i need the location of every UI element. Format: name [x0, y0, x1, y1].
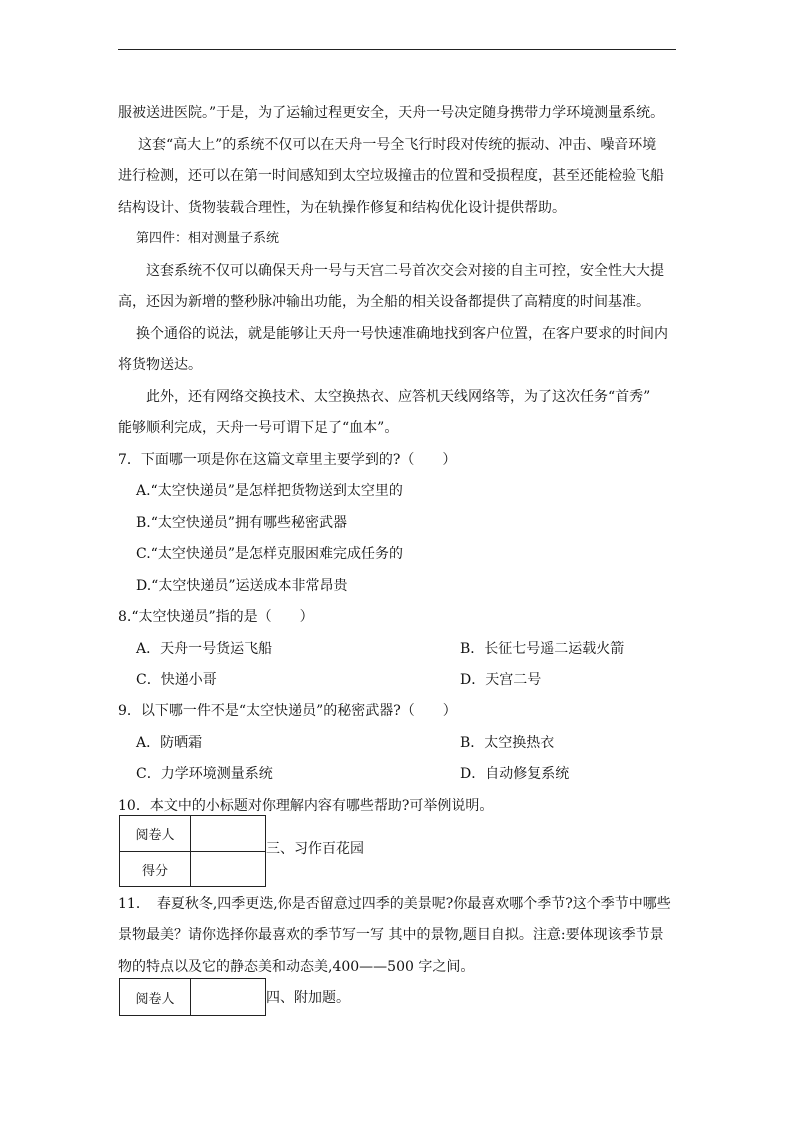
score-label: 得分 [120, 852, 191, 887]
question-8-stem: 8.“太空快递员”指的是（ ） [118, 609, 314, 625]
q7-option-d: D.“太空快递员”运送成本非常昂贵 [136, 578, 348, 594]
q8-option-c: C．快递小哥 [136, 672, 217, 688]
passage-line: 高，还因为新增的整秒脉冲输出功能，为全船的相关设备都提供了高精度的时间基准。 [118, 294, 650, 310]
reviewer-cell[interactable] [191, 979, 266, 1016]
q9-option-d: D．自动修复系统 [460, 766, 570, 782]
passage-line: 能够顺利完成，天舟一号可谓下足了“血本”。 [118, 420, 399, 436]
reviewer-label: 阅卷人 [120, 979, 191, 1016]
q7-option-c: C.“太空快递员”是怎样克服困难完成任务的 [136, 546, 403, 562]
question-11-line: 景物最美？请你选择你最喜欢的季节写一写 其中的景物,题目自拟。注意:要体现该季节景 [118, 927, 664, 943]
q7-option-a: A.“太空快递员”是怎样把货物送到太空里的 [136, 483, 403, 499]
passage-line: 进行检测，还可以在第一时间感知到太空垃圾撞击的位置和受损程度，甚至还能检验飞船 [118, 168, 664, 184]
score-cell[interactable] [191, 852, 266, 887]
q7-option-b: B.“太空快递员”拥有哪些秘密武器 [136, 515, 348, 531]
grading-table [119, 815, 266, 887]
q9-option-c: C．力学环境测量系统 [136, 766, 273, 782]
header-rule [118, 49, 676, 50]
question-11-line: 物的特点以及它的静态美和动态美,400——500 字之间。 [118, 959, 475, 975]
passage-line: 将货物送达。 [118, 357, 202, 373]
q8-option-b: B．长征七号遥二运载火箭 [460, 641, 625, 657]
section-4-title: 四、附加题。 [266, 990, 350, 1006]
passage-line: 这套系统不仅可以确保天舟一号与天宫二号首次交会对接的自主可控，安全性大大提 [146, 263, 664, 279]
passage-line: 此外，还有网络交换技术、太空换热衣、应答机天线网络等，为了这次任务“首秀” [146, 389, 651, 405]
passage-line: 这套“高大上”的系统不仅可以在天舟一号全飞行时段对传统的振动、冲击、噪音环境 [138, 137, 657, 153]
question-7-stem: 7．下面哪一项是你在这篇文章里主要学到的?（ ） [118, 452, 457, 468]
question-11-line: 11． 春夏秋冬,四季更迭,你是否留意过四季的美景呢?你最喜欢哪个季节?这个季节中哪些 [118, 896, 671, 912]
grading-table-2 [119, 978, 266, 1016]
q8-option-a: A．天舟一号货运飞船 [136, 641, 273, 657]
q9-option-b: B．太空换热衣 [460, 735, 555, 751]
reviewer-cell[interactable] [191, 816, 266, 852]
q8-option-d: D．天宫二号 [460, 672, 542, 688]
passage-line: 结构设计、货物装载合理性，为在轨操作修复和结构优化设计提供帮助。 [118, 200, 566, 216]
passage-line: 换个通俗的说法，就是能够让天舟一号快速准确地找到客户位置，在客户要求的时间内 [136, 326, 668, 342]
section-heading: 第四件：相对测量子系统 [136, 231, 280, 246]
section-3-title: 三、习作百花园 [266, 841, 364, 857]
question-10-stem: 10．本文中的小标题对你理解内容有哪些帮助?可举例说明。 [118, 798, 494, 814]
reviewer-label: 阅卷人 [120, 816, 191, 852]
question-9-stem: 9．以下哪一件不是“太空快递员”的秘密武器?（ ） [118, 703, 457, 719]
passage-line: 服被送进医院。”于是，为了运输过程更安全，天舟一号决定随身携带力学环境测量系统。 [118, 105, 665, 121]
q9-option-a: A．防晒霜 [136, 735, 203, 751]
